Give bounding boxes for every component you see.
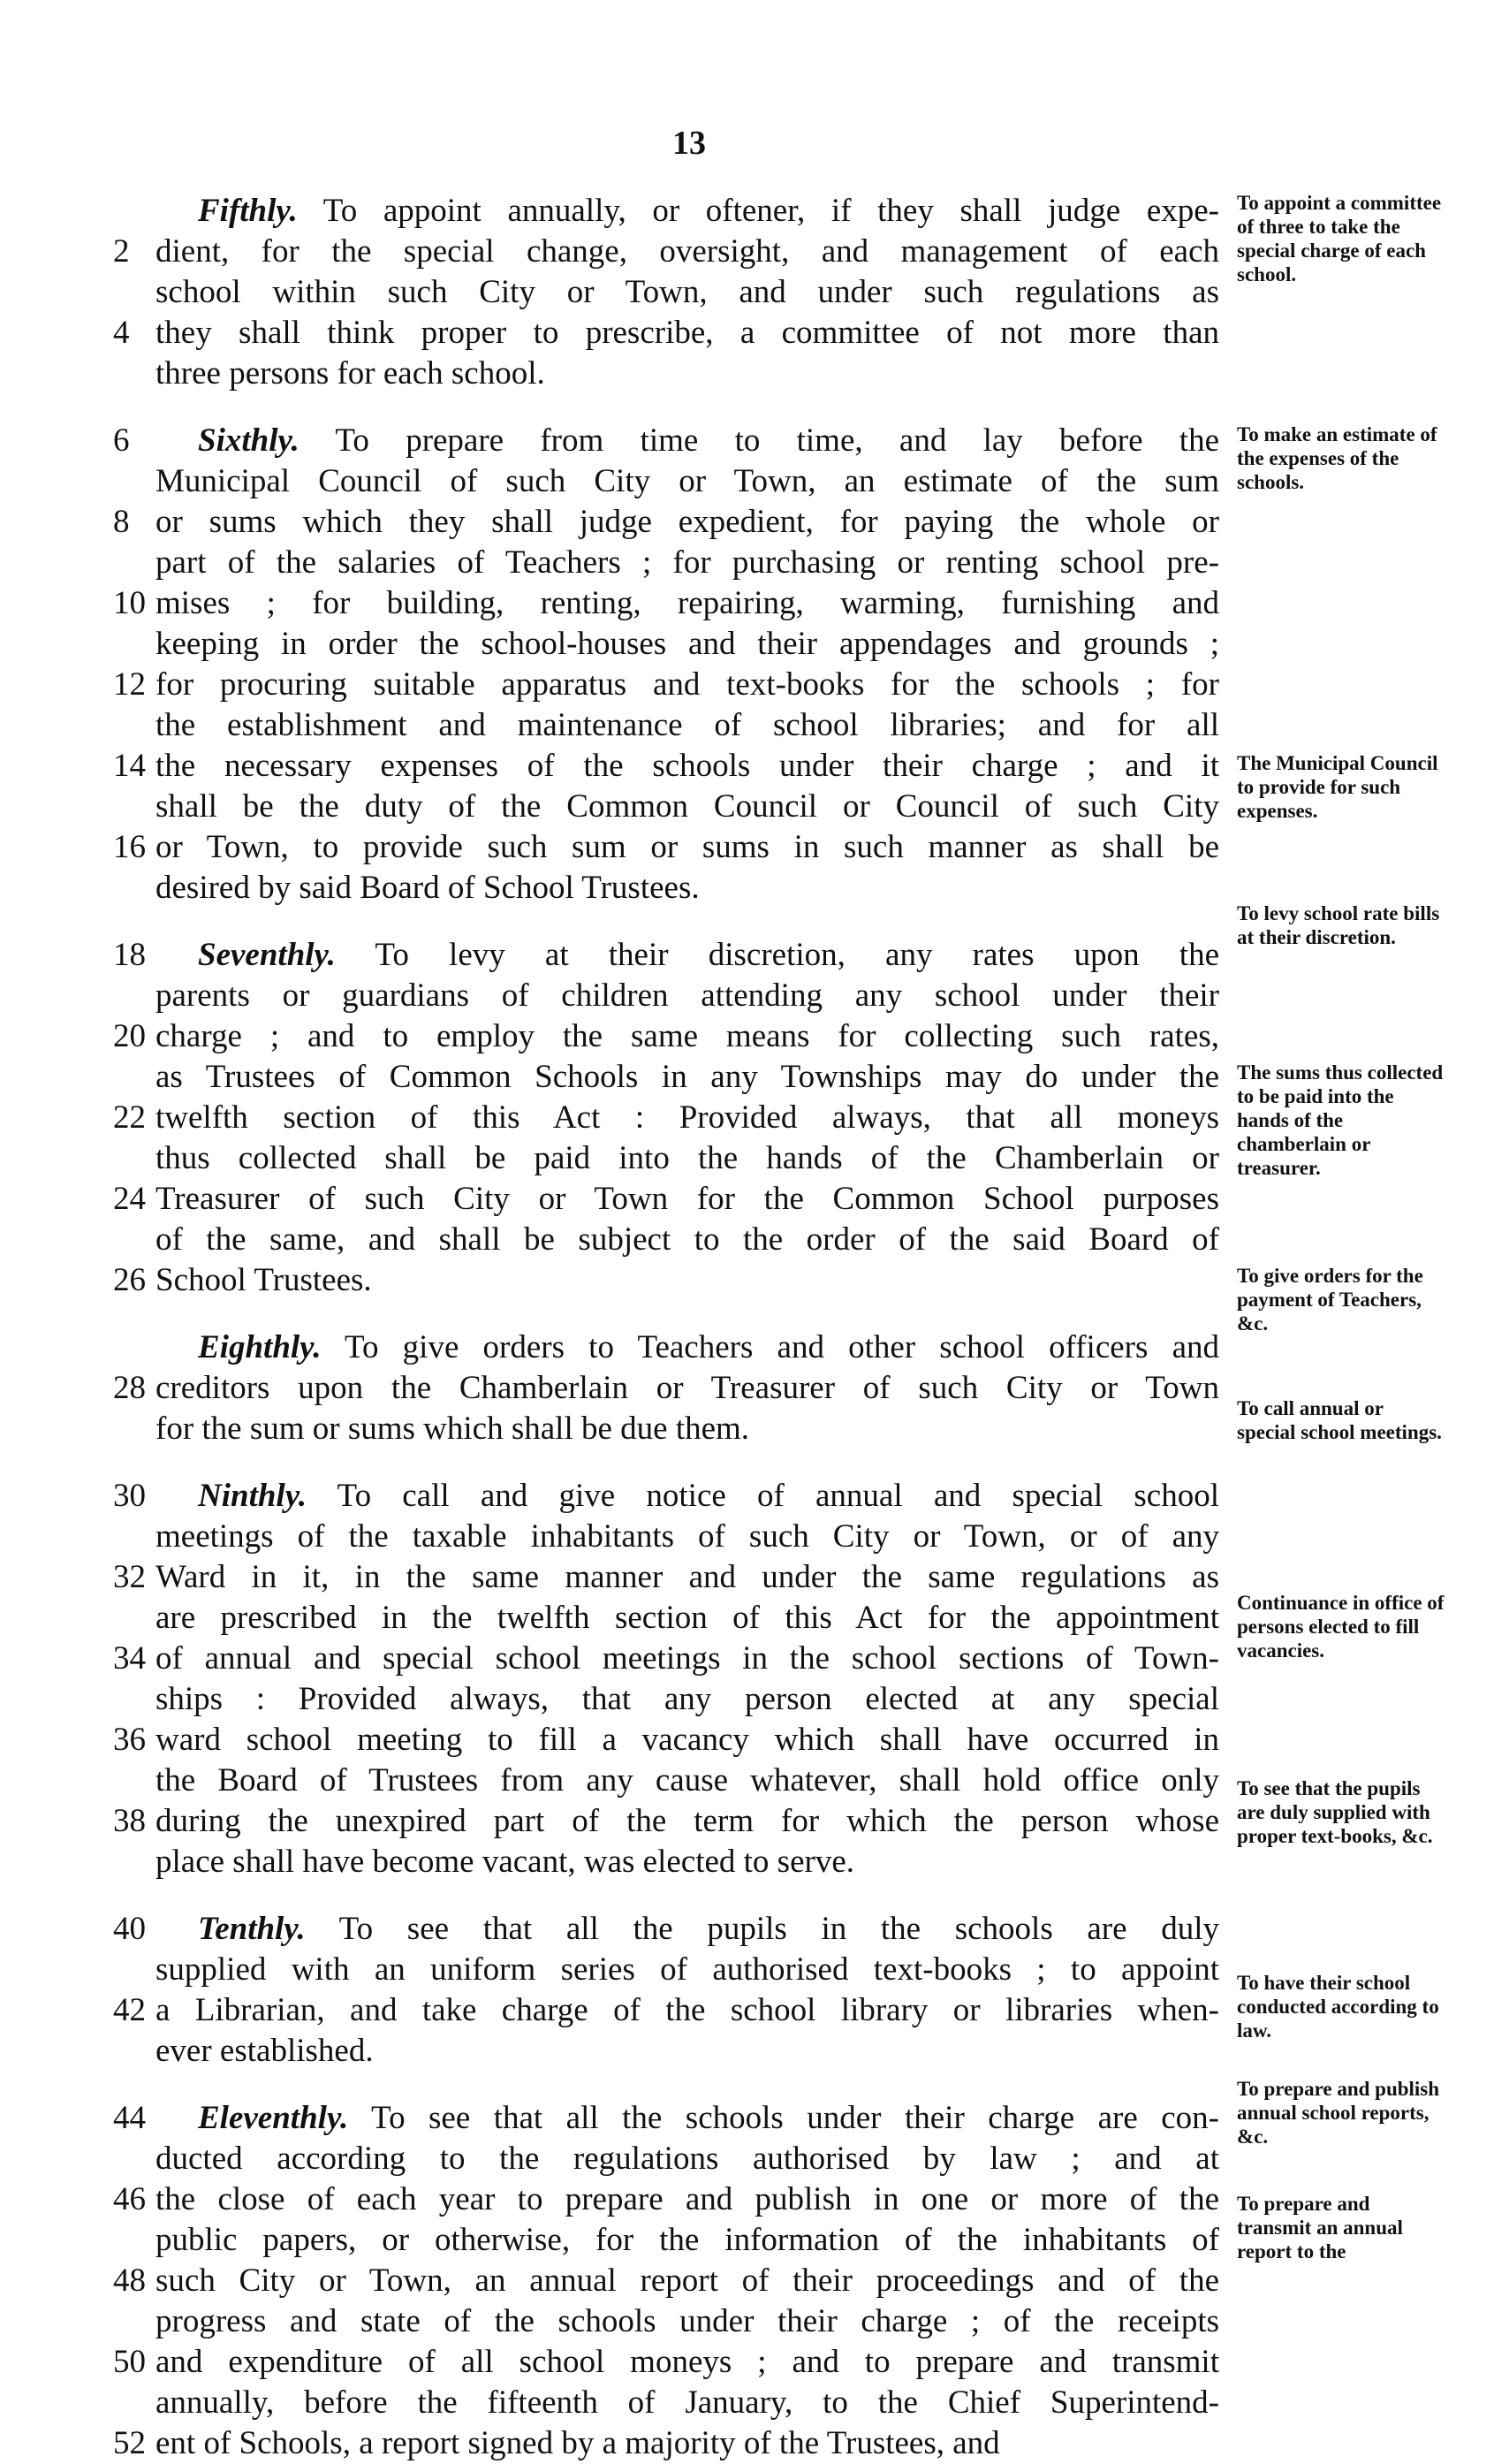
text-line xyxy=(113,2423,1219,2464)
section-lead: Eleventhly. xyxy=(198,2100,349,2136)
line-number: 12 xyxy=(113,666,146,703)
line-text: progress and state of the schools under their charge ; of the receipts xyxy=(155,2303,1219,2339)
text-line xyxy=(113,1409,1219,1449)
line-number: 22 xyxy=(113,1099,146,1136)
line-text: desired by said Board of School Trustees. xyxy=(155,870,700,906)
line-number: 28 xyxy=(113,1370,146,1406)
line-text: twelfth section of this Act : Provided always, that all moneys xyxy=(155,1099,1219,1136)
page-number: 13 xyxy=(672,125,706,162)
margin-note: The sums thus collected to be paid into the hands of the chamberlain or treasurer. xyxy=(1237,1061,1444,1179)
text-line xyxy=(113,2179,1219,2220)
section-lead: Fifthly. xyxy=(198,193,298,229)
margin-note: To appoint a committee of three to take the special charge of each school. xyxy=(1237,192,1442,285)
line-number: 8 xyxy=(113,504,130,540)
text-line xyxy=(113,868,1219,909)
margin-note: To prepare and transmit an annual report to the xyxy=(1237,2193,1403,2262)
section-lead: Seventhly. xyxy=(198,937,336,973)
text-line xyxy=(113,1057,1219,1098)
text-line xyxy=(113,1368,1219,1409)
line-text: To call and give notice of annual and special school xyxy=(337,1478,1219,1514)
line-text: or sums which they shall judge expedient, for paying the whole or xyxy=(155,504,1219,540)
text-line xyxy=(113,1950,1219,1990)
line-text: part of the salaries of Teachers ; for purchasing or renting school pre- xyxy=(155,544,1219,581)
line-number: 20 xyxy=(113,1018,146,1054)
section-lead: Tenthly. xyxy=(198,1911,306,1947)
text-line xyxy=(113,935,1219,976)
line-text: mises ; for building, renting, repairing, warming, furnishing and xyxy=(155,585,1219,621)
text-line xyxy=(113,2031,1219,2072)
line-text: dient, for the special change, oversight, and management of each xyxy=(155,233,1219,270)
line-text: the necessary expenses of the schools under their charge ; and it xyxy=(155,748,1219,784)
line-text: such City or Town, an annual report of their proceedings and of the xyxy=(155,2262,1219,2299)
text-line xyxy=(113,1260,1219,1301)
line-number: 32 xyxy=(113,1559,146,1595)
text-line xyxy=(113,2301,1219,2342)
margin-note: The Municipal Council to provide for such expenses. xyxy=(1237,752,1438,822)
line-number: 4 xyxy=(113,315,130,351)
text-line xyxy=(113,1801,1219,1842)
line-text: charge ; and to employ the same means for collecting such rates, xyxy=(155,1018,1219,1054)
text-line xyxy=(113,665,1219,705)
paragraph xyxy=(113,2098,1219,2464)
text-line xyxy=(113,2261,1219,2301)
section-lead: Ninthly. xyxy=(198,1478,307,1514)
text-line xyxy=(113,1016,1219,1057)
line-text: are prescribed in the twelfth section of this Act for the appointment xyxy=(155,1600,1219,1636)
line-text: the establishment and maintenance of school libraries; and for all xyxy=(155,707,1219,743)
line-text: of the same, and shall be subject to the order of the said Board of xyxy=(155,1221,1219,1258)
text-line xyxy=(113,543,1219,583)
line-text: ent of Schools, a report signed by a majority of the Trustees, and xyxy=(155,2425,1000,2461)
line-text: annually, before the fifteenth of January, to the Chief Superintend- xyxy=(155,2384,1219,2421)
text-line xyxy=(113,232,1219,272)
text-line xyxy=(113,1598,1219,1639)
line-text: and expenditure of all school moneys ; and to prepare and transmit xyxy=(155,2344,1219,2380)
line-text: ducted according to the regulations authorised by law ; and at xyxy=(155,2141,1219,2177)
line-text: ever established. xyxy=(155,2033,374,2069)
line-number: 30 xyxy=(113,1478,146,1514)
text-line xyxy=(113,272,1219,313)
text-line xyxy=(113,421,1219,461)
line-text: Ward in it, in the same manner and under the same regulations as xyxy=(155,1559,1219,1595)
margin-note: Continuance in office of persons elected to fill vacancies. xyxy=(1237,1592,1445,1662)
page-body xyxy=(113,191,1219,2464)
text-line xyxy=(113,1909,1219,1950)
line-number: 34 xyxy=(113,1640,146,1677)
text-line xyxy=(113,2139,1219,2179)
section-lead: Eighthly. xyxy=(198,1329,322,1365)
line-text: three persons for each school. xyxy=(155,355,545,392)
margin-note: To prepare and publish annual school reports, &c. xyxy=(1237,2078,1440,2148)
line-number: 24 xyxy=(113,1181,146,1217)
text-line xyxy=(113,705,1219,746)
text-line xyxy=(113,1220,1219,1260)
text-line xyxy=(113,1639,1219,1679)
line-number: 36 xyxy=(113,1722,146,1758)
line-number: 52 xyxy=(113,2425,146,2461)
line-number: 16 xyxy=(113,829,146,865)
line-text: for the sum or sums which shall be due them. xyxy=(155,1411,750,1447)
line-text: school within such City or Town, and under such regulations as xyxy=(155,274,1219,310)
line-number: 50 xyxy=(113,2344,146,2380)
text-line xyxy=(113,624,1219,665)
line-number: 2 xyxy=(113,233,130,270)
line-text: To see that all the pupils in the schools are duly xyxy=(338,1911,1219,1947)
line-text: the Board of Trustees from any cause whatever, shall hold office only xyxy=(155,1762,1219,1799)
line-text: for procuring suitable apparatus and text-books for the schools ; for xyxy=(155,666,1219,703)
text-line xyxy=(113,1179,1219,1220)
paragraph xyxy=(113,1476,1219,1882)
line-text: place shall have become vacant, was elected to serve. xyxy=(155,1844,855,1880)
line-text: keeping in order the school-houses and their appendages and grounds ; xyxy=(155,626,1219,662)
text-line xyxy=(113,1761,1219,1801)
text-line xyxy=(113,1138,1219,1179)
line-number: 42 xyxy=(113,1992,146,2028)
line-text: a Librarian, and take charge of the school library or libraries when- xyxy=(155,1992,1219,2028)
line-text: To prepare from time to time, and lay before the xyxy=(335,422,1219,459)
text-line xyxy=(113,787,1219,827)
line-number: 40 xyxy=(113,1911,146,1947)
margin-note: To give orders for the payment of Teachers, &c. xyxy=(1237,1265,1423,1335)
text-line xyxy=(113,2342,1219,2383)
paragraph xyxy=(113,421,1219,909)
text-line xyxy=(113,746,1219,787)
margin-note: To have their school conducted according to law. xyxy=(1237,1972,1439,2042)
line-number: 48 xyxy=(113,2262,146,2299)
text-line xyxy=(113,313,1219,354)
line-number: 46 xyxy=(113,2181,146,2217)
line-text: To appoint annually, or oftener, if they shall judge expe- xyxy=(322,193,1219,229)
margin-note: To call annual or special school meetings. xyxy=(1237,1397,1442,1443)
text-line xyxy=(113,583,1219,624)
line-text: To see that all the schools under their charge are con- xyxy=(371,2100,1219,2136)
paragraph xyxy=(113,1909,1219,2072)
line-text: meetings of the taxable inhabitants of such City or Town, or of any xyxy=(155,1518,1219,1555)
line-text: thus collected shall be paid into the hands of the Chamberlain or xyxy=(155,1140,1219,1176)
paragraph xyxy=(113,191,1219,394)
line-text: Treasurer of such City or Town for the Common School purposes xyxy=(155,1181,1219,1217)
text-line xyxy=(113,1679,1219,1720)
line-text: shall be the duty of the Common Council or Council of such City xyxy=(155,788,1219,825)
margin-note: To see that the pupils are duly supplied with proper text-books, &c. xyxy=(1237,1777,1433,1847)
line-text: as Trustees of Common Schools in any Townships may do under the xyxy=(155,1059,1219,1095)
line-text: or Town, to provide such sum or sums in such manner as shall be xyxy=(155,829,1219,865)
line-text: the close of each year to prepare and publish in one or more of the xyxy=(155,2181,1219,2217)
line-text: ward school meeting to fill a vacancy which shall have occurred in xyxy=(155,1722,1219,1758)
paragraph xyxy=(113,1327,1219,1449)
line-text: creditors upon the Chamberlain or Treasurer of such City or Town xyxy=(155,1370,1219,1406)
line-number: 14 xyxy=(113,748,146,784)
line-text: supplied with an uniform series of authorised text-books ; to appoint xyxy=(155,1951,1219,1988)
margin-note: To make an estimate of the expenses of the schools. xyxy=(1237,423,1437,493)
line-text: School Trustees. xyxy=(155,1262,372,1298)
text-line xyxy=(113,354,1219,394)
text-line xyxy=(113,1476,1219,1517)
line-number: 10 xyxy=(113,585,146,621)
text-line xyxy=(113,502,1219,543)
text-line xyxy=(113,1720,1219,1761)
paragraph xyxy=(113,935,1219,1301)
text-line xyxy=(113,461,1219,502)
text-line xyxy=(113,1327,1219,1368)
text-line xyxy=(113,976,1219,1016)
line-text: they shall think proper to prescribe, a committee of not more than xyxy=(155,315,1219,351)
text-line xyxy=(113,191,1219,232)
text-line xyxy=(113,2383,1219,2423)
margin-note: To levy school rate bills at their discretion. xyxy=(1237,902,1440,948)
text-line xyxy=(113,1990,1219,2031)
line-text: public papers, or otherwise, for the information of the inhabitants of xyxy=(155,2222,1219,2258)
line-number: 44 xyxy=(113,2100,146,2136)
line-number: 38 xyxy=(113,1803,146,1839)
line-text: of annual and special school meetings in the school sections of Town- xyxy=(155,1640,1219,1677)
line-text: ships : Provided always, that any person elected at any special xyxy=(155,1681,1219,1717)
line-text: To give orders to Teachers and other school officers and xyxy=(344,1329,1219,1365)
text-line xyxy=(113,2220,1219,2261)
section-lead: Sixthly. xyxy=(198,422,300,459)
line-number: 26 xyxy=(113,1262,146,1298)
text-line xyxy=(113,1517,1219,1557)
line-number: 18 xyxy=(113,937,146,973)
line-text: during the unexpired part of the term for which the person whose xyxy=(155,1803,1219,1839)
line-text: To levy at their discretion, any rates upon the xyxy=(375,937,1219,973)
text-line xyxy=(113,1098,1219,1138)
text-line xyxy=(113,2098,1219,2139)
text-line xyxy=(113,827,1219,868)
line-number: 6 xyxy=(113,422,130,459)
text-line xyxy=(113,1557,1219,1598)
line-text: Municipal Council of such City or Town, an estimate of the sum xyxy=(155,463,1219,499)
line-text: parents or guardians of children attending any school under their xyxy=(155,977,1219,1014)
text-line xyxy=(113,1842,1219,1882)
